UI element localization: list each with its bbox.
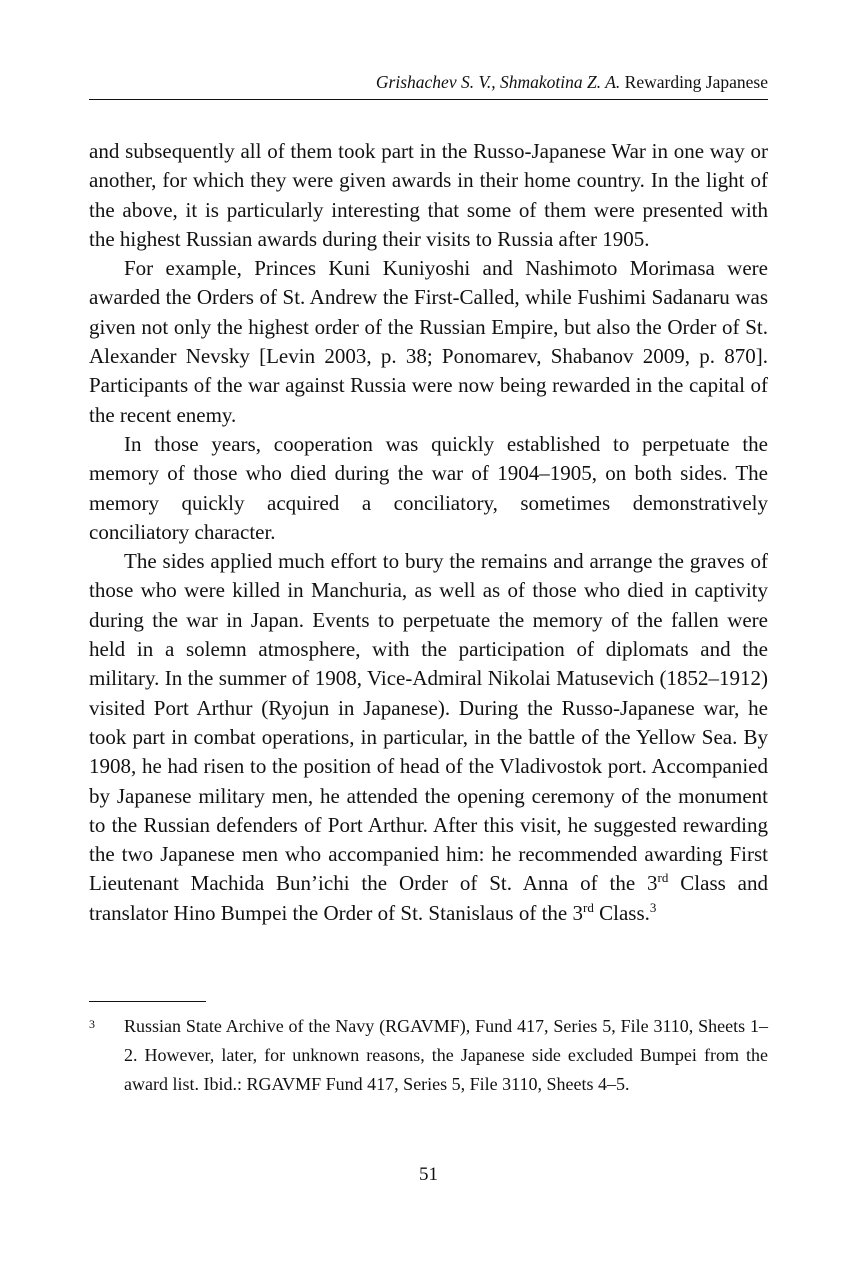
ordinal-superscript: rd xyxy=(657,870,669,886)
paragraph-1: and subsequently all of them took part in the Russo-Japanese War in one way or another, for which they were given awards in their home country. In the light of the above, it is particularly interesting that some of them were presented with the highest Russian awards during their visits to Russia after 1905. xyxy=(89,139,768,251)
page-number: 51 xyxy=(419,1164,438,1185)
footnote-text: Russian State Archive of the Navy (RGAVMF), Fund 417, Series 5, File 3110, Sheets 1–2. However, later, for unknown reasons, the Japanese side excluded Bumpei from the award list. Ibid.: RGAVMF Fund 417, Series 5, File 3110, Sheets 4–5. xyxy=(124,1016,768,1094)
running-head xyxy=(89,70,768,94)
ordinal-superscript: rd xyxy=(583,899,594,915)
paragraph-4 xyxy=(89,547,768,928)
header-divider xyxy=(89,99,768,100)
footnote-3 xyxy=(89,1012,768,1099)
running-head-title: Rewarding Japanese xyxy=(624,72,768,92)
footnote-mark: 3 xyxy=(89,1017,95,1031)
paragraph-2: For example, Princes Kuni Kuniyoshi and Nashimoto Morimasa were awarded the Orders of St. Andrew the First-Called, while Fushimi Sadanaru was given not only the highest order of the Russian Empire, but also the Order of St. Alexander Nevsky [Levin 2003, p. 38; Ponomarev, Shabanov 2009, p. 870]. Participants of the war against Russia were now being rewarded in the capital of the recent enemy. xyxy=(89,256,768,427)
paragraph-4-text-a: The sides applied much effort to bury the remains and arrange the graves of those who were killed in Manchuria, as well as of those who died in captivity during the war in Japan. Events to perpetuate the memory of the fallen were held in a solemn atmosphere, with the participation of diplomats and the military. In the summer of 1908, Vice-Admiral Nikolai Matusevich (1852–1912) visited Port Arthur (Ryojun in Japanese). During the Russo-Japanese war, he took part in combat operations, in particular, in the battle of the Yellow Sea. By 1908, he had risen to the position of head of the Vladivostok port. Accompanied by Japanese military men, he attended the opening ceremony of the monument to the Russian defenders of Port Arthur. After this visit, he suggested rewarding the two Japanese men who accompanied him: he recommended awarding First Lieutenant Machida Bun’ichi the Order of St. Anna of the 3 xyxy=(89,549,768,896)
paragraph-3: In those years, cooperation was quickly established to perpetuate the memory of those who died during the war of 1904–1905, on both sides. The memory quickly acquired a conciliatory, sometimes demonstratively conciliatory character. xyxy=(89,431,768,544)
footnote-divider xyxy=(89,1001,206,1002)
body-text xyxy=(89,137,768,928)
footnote-reference[interactable]: 3 xyxy=(649,899,657,915)
paragraph-4-text-c: Class. xyxy=(593,900,650,925)
running-head-authors: Grishachev S. V., Shmakotina Z. A. xyxy=(375,72,621,92)
paragraph-4-text-b: Class and translator Hino Bumpei the Order of St. Stanislaus of the 3 xyxy=(89,871,769,925)
